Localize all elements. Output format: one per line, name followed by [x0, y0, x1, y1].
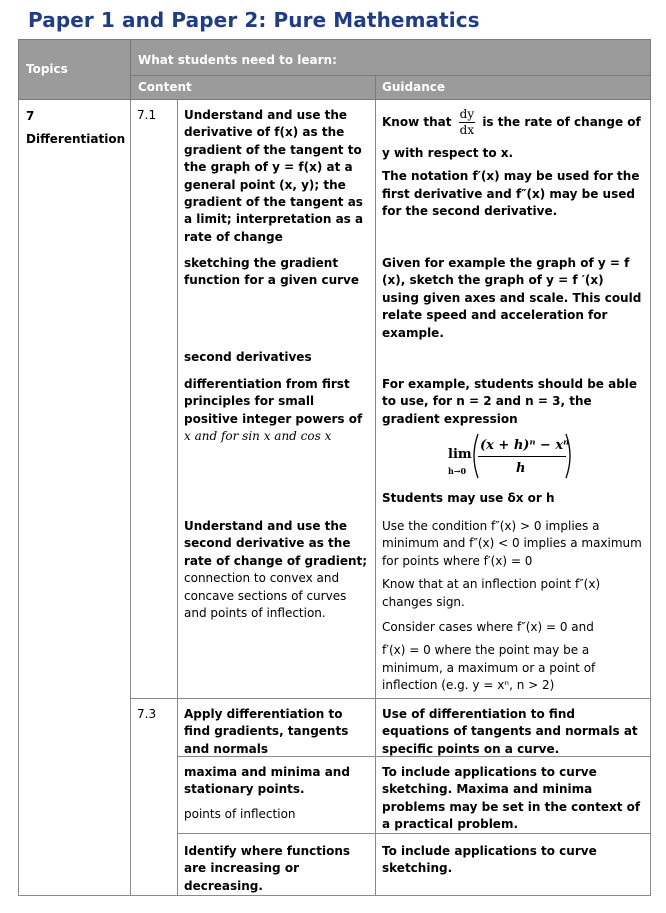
guidance-7-1-sketch-graph: Given for example the graph of y = f (x), sketch the graph of y = f ′(x) using given axes and scale. This could relate speed and acceleration for example.: [382, 256, 642, 340]
header-content: Content: [131, 76, 376, 100]
topic-cell: [19, 100, 131, 896]
dy-dx-fraction: [459, 107, 475, 138]
guidance-7-1-rate-of-change: is the rate of change of: [482, 115, 641, 129]
guidance-7-1-example: For example, students should be able to use, for n = 2 and n = 3, the gradient expression: [382, 377, 638, 426]
guidance-7-1-notation: The notation f′(x) may be used for the first derivative and f″(x) may be used for the second derivative.: [382, 169, 640, 219]
guidance-7-1-first-principles: [382, 376, 644, 518]
ref-7-3: 7.3: [131, 699, 178, 896]
lim-numerator: (x + h)ⁿ − xⁿ: [480, 438, 570, 454]
header-topics: Topics: [19, 40, 131, 100]
guidance-7-1-with-respect: y with respect to x.: [382, 146, 514, 160]
guidance-7-3-tangents: Use of differentiation to find equations of tangents and normals at specific points on a curve.: [382, 707, 638, 756]
content-7-1-first-principles-math: x and for sin x and cos x: [184, 429, 332, 444]
content-7-1-second-derivative-use: [184, 518, 369, 698]
guidance-7-1: [376, 100, 651, 699]
content-7-3-maxima: [178, 756, 375, 833]
content-7-1-second-derivatives: second derivatives: [184, 350, 312, 364]
content-7-3-apply: Apply differentiation to find gradients, tangents and normals: [184, 707, 349, 756]
guidance-7-3: [376, 699, 651, 896]
content-7-1-derivative: Understand and use the derivative of f(x) as the gradient of the tangent to the graph of y = f(x) at a general point (x, y); the gradient of the tangent as a limit; interpretation as a rate of change: [184, 108, 364, 244]
content-7-3: [178, 699, 376, 896]
limit-expression: [382, 432, 644, 488]
dx-denominator: dx: [459, 123, 475, 137]
content-7-1-second-derivative-bold: Understand and use the second derivative as the rate of change of gradient;: [184, 519, 368, 568]
guidance-7-3-curve-sketching: To include applications to curve sketching. Maxima and minima problems may be set in the context of a practical problem.: [376, 756, 650, 833]
specification-table: [18, 39, 651, 896]
page-title: Paper 1 and Paper 2: Pure Mathematics: [28, 8, 480, 32]
guidance-7-1-condition-minmax: Use the condition f″(x) > 0 implies a minimum and f″(x) < 0 implies a maximum for points where f′(x) = 0: [382, 519, 642, 568]
topic-name: Differentiation: [26, 132, 126, 147]
content-7-1-sketching: sketching the gradient function for a given curve: [184, 256, 359, 288]
content-7-3-points-inflection: points of inflection: [184, 806, 296, 821]
header-guidance: Guidance: [376, 76, 651, 100]
guidance-7-1-inflection: Know that at an inflection point f″(x) changes sign.: [382, 577, 601, 609]
guidance-7-1-conditions: [382, 518, 644, 698]
guidance-7-1-consider: Consider cases where f″(x) = 0 and: [382, 620, 594, 635]
content-7-1-first-principles: [184, 376, 369, 518]
content-7-1-first-principles-text: differentiation from first principles for small positive integer powers of: [184, 377, 363, 426]
guidance-7-1-delta-x: Students may use δx or h: [382, 491, 555, 506]
lim-word: lim: [448, 447, 472, 463]
lim-fraction-bar: [478, 456, 566, 457]
ref-7-1: 7.1: [131, 100, 178, 699]
guidance-7-1-cases: f′(x) = 0 where the point may be a minimum, a maximum or a point of inflection (e.g. y = xⁿ, n > 2): [382, 643, 596, 693]
content-7-1-second-derivative-normal: connection to convex and concave sections of curves and points of inflection.: [184, 571, 347, 621]
content-7-3-maxima-text: maxima and minima and stationary points.: [184, 765, 350, 797]
header-what-students: What students need to learn:: [131, 40, 651, 76]
lim-denominator: h: [516, 461, 526, 477]
dy-numerator: dy: [459, 107, 475, 121]
lim-subscript: h→0: [448, 466, 467, 477]
content-7-1: [178, 100, 376, 699]
guidance-7-1-know-that: Know that: [382, 115, 452, 129]
topic-number: 7: [26, 109, 35, 123]
guidance-7-3-applications: To include applications to curve sketching.: [376, 833, 650, 895]
content-7-3-increasing: Identify where functions are increasing or decreasing.: [178, 833, 375, 895]
guidance-7-1-rate: [382, 107, 644, 255]
